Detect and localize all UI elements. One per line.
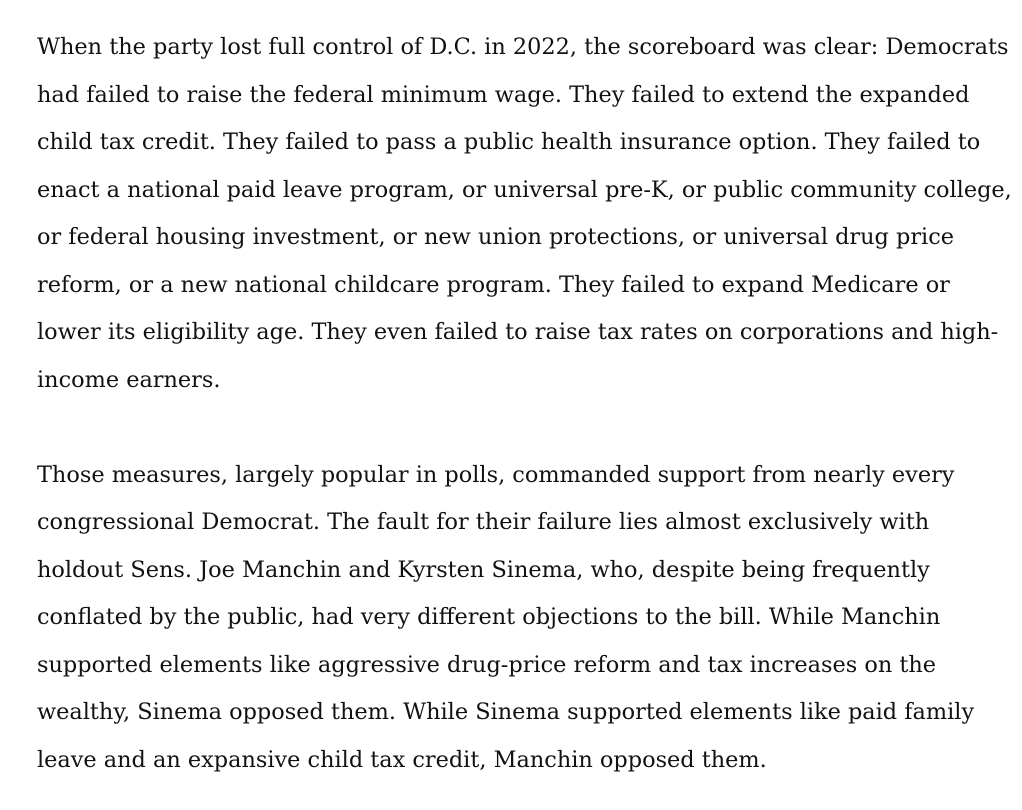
paragraph-line: or federal housing investment, or new union protections, or universal drug price bbox=[37, 224, 954, 250]
paragraph-line: supported elements like aggressive drug-price reform and tax increases on the bbox=[37, 651, 937, 678]
paragraph-line: income earners. bbox=[37, 366, 221, 393]
paragraph-1 bbox=[37, 24, 1022, 404]
paragraph-line: Those measures, largely popular in polls, commanded support from nearly every bbox=[37, 461, 955, 488]
paragraph-line: holdout Sens. Joe Manchin and Kyrsten Sinema, who, despite being frequently bbox=[37, 556, 930, 583]
paragraph-line: conflated by the public, had very different objections to the bill. While Manchin bbox=[37, 604, 941, 630]
paragraph-spacer bbox=[37, 404, 1022, 452]
paragraph-line: leave and an expansive child tax credit, Manchin opposed them. bbox=[37, 746, 767, 773]
paragraph-line: lower its eligibility age. They even failed to raise tax rates on corporations and high- bbox=[37, 319, 999, 345]
paragraph-line: When the party lost full control of D.C. in 2022, the scoreboard was clear: Democrats bbox=[37, 34, 1009, 60]
paragraph-2 bbox=[37, 452, 1022, 785]
paragraph-line: congressional Democrat. The fault for their failure lies almost exclusively with bbox=[37, 509, 930, 535]
paragraph-line: wealthy, Sinema opposed them. While Sinema supported elements like paid family bbox=[37, 699, 975, 725]
paragraph-line: reform, or a new national childcare program. They failed to expand Medicare or bbox=[37, 271, 950, 298]
paragraph-line: child tax credit. They failed to pass a public health insurance option. They failed to bbox=[37, 129, 981, 155]
paragraph-line: had failed to raise the federal minimum wage. They failed to extend the expanded bbox=[37, 81, 970, 108]
paragraph-line: enact a national paid leave program, or universal pre-K, or public community college, bbox=[37, 176, 1012, 203]
